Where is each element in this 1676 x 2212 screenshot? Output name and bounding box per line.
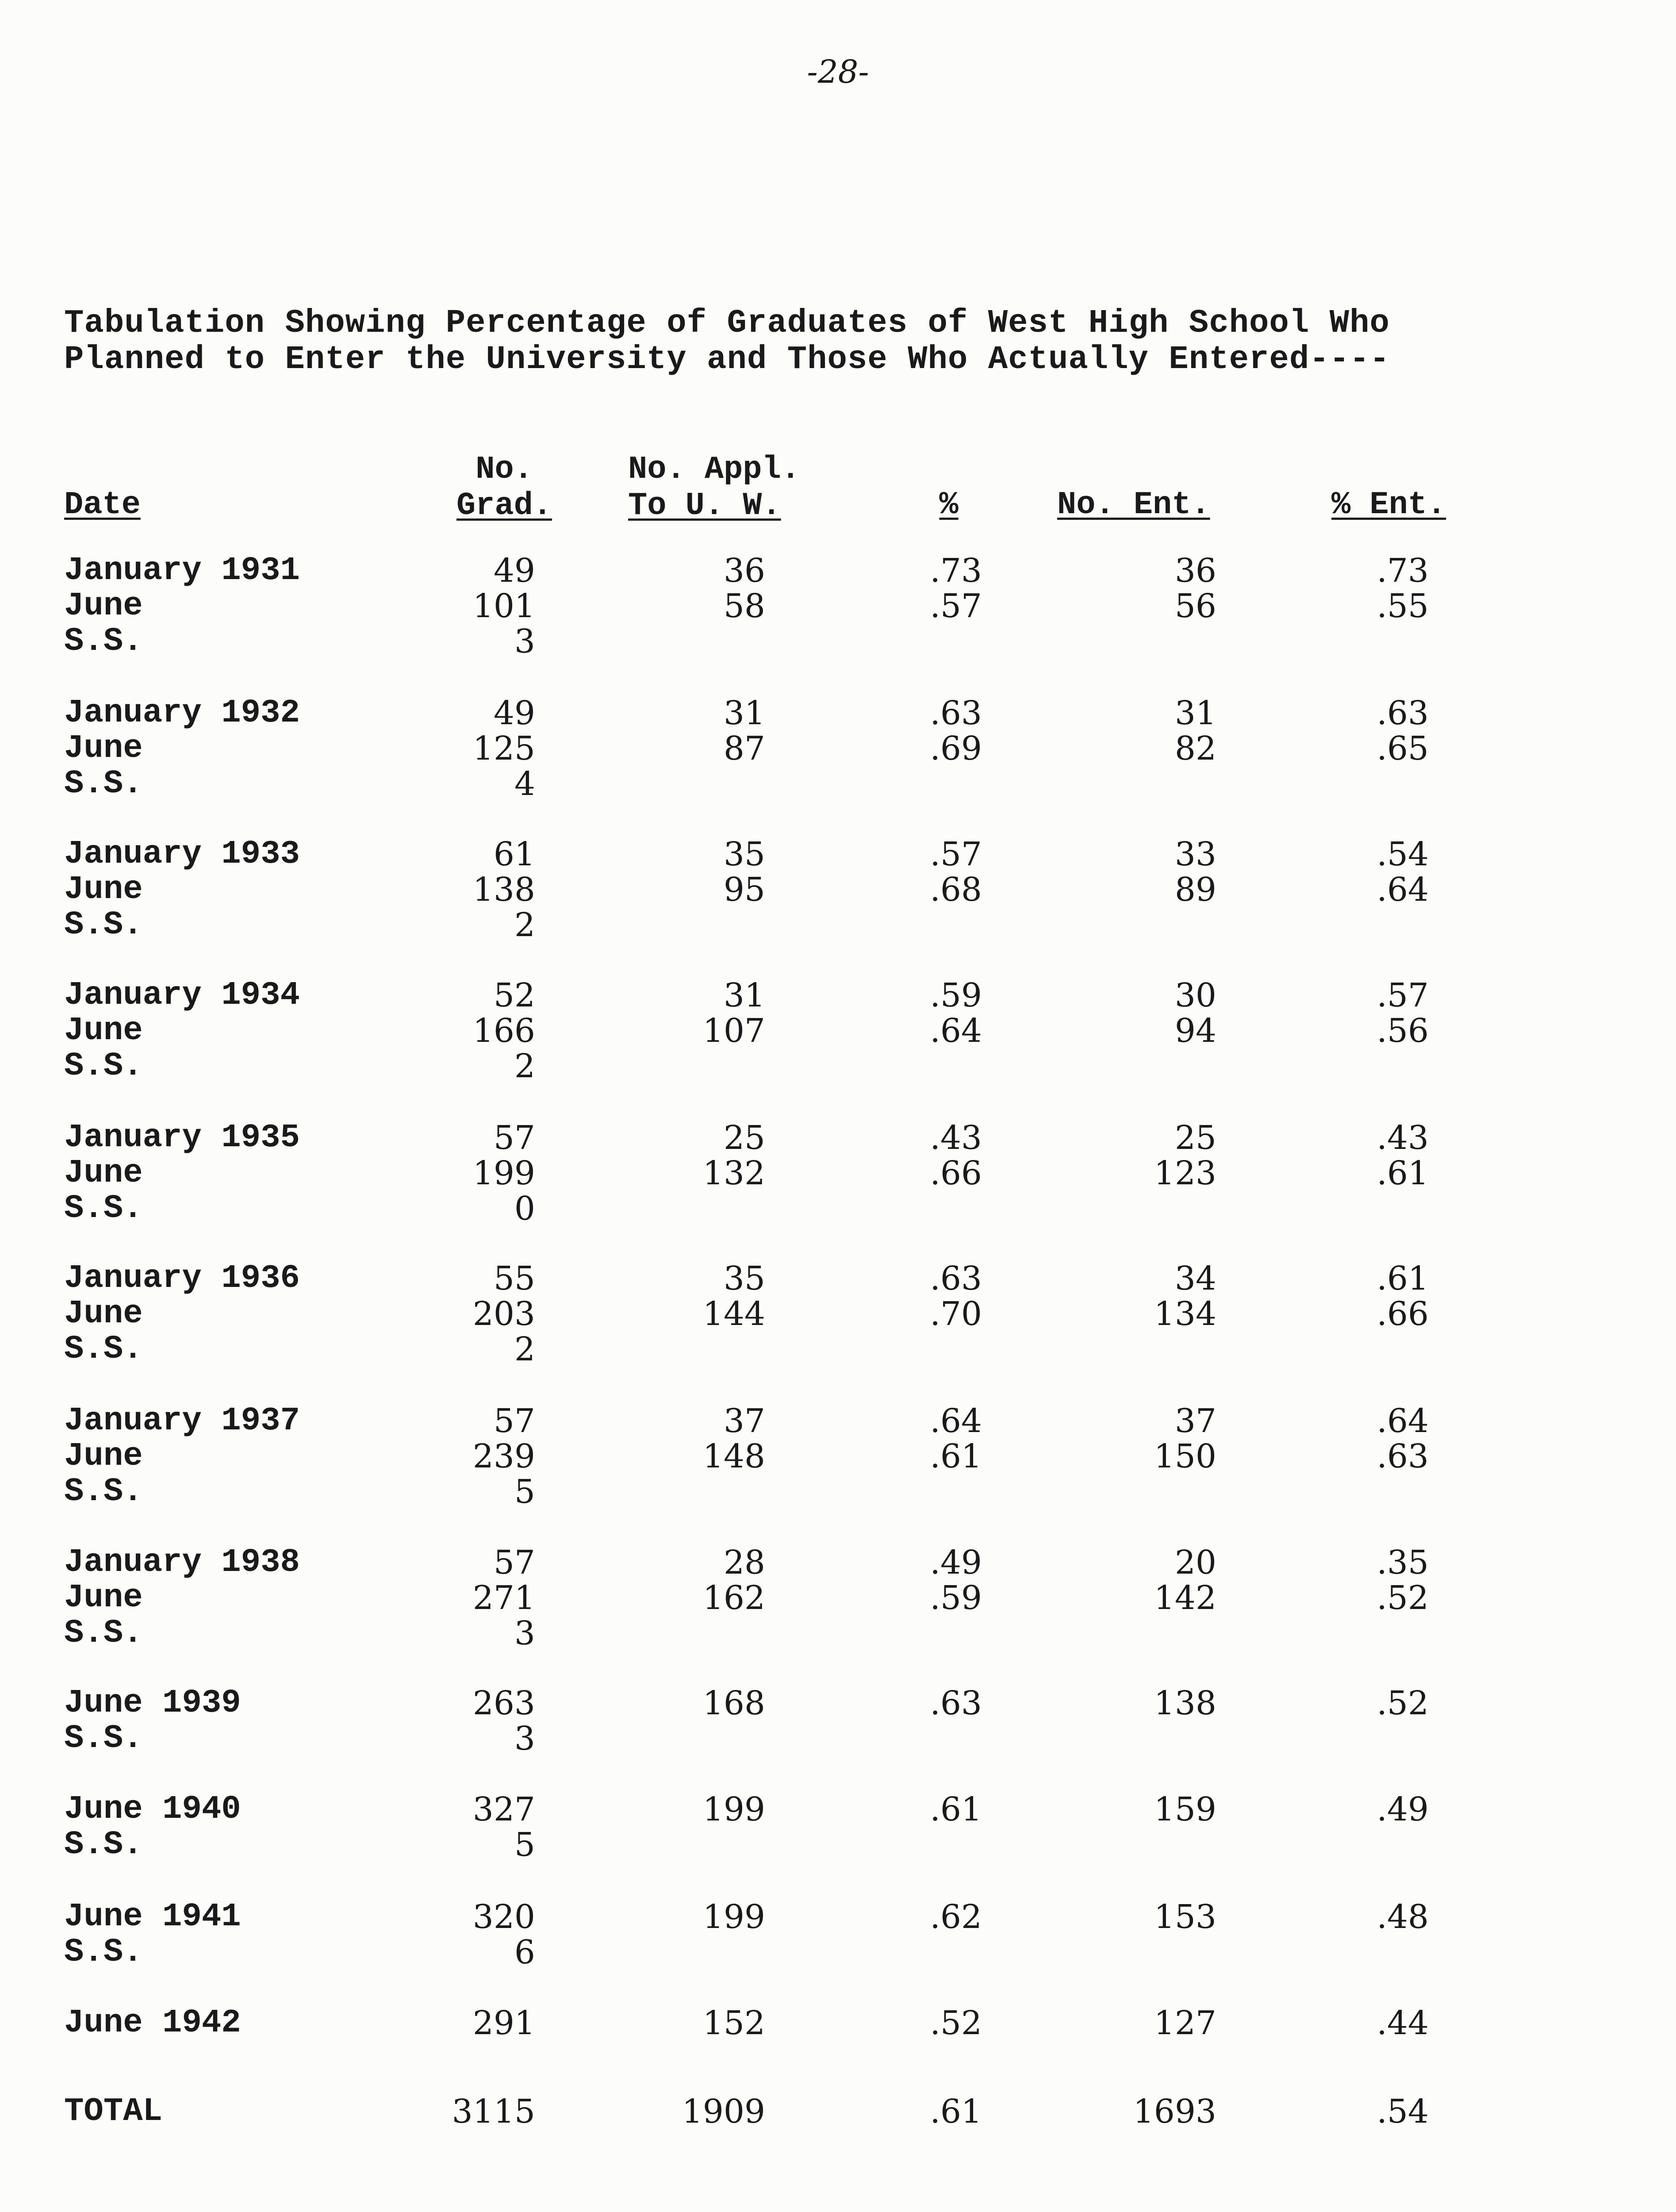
row-date: S.S.: [64, 1473, 143, 1510]
row-date: June: [64, 1438, 143, 1475]
row-date: June: [64, 588, 143, 625]
row-date: S.S.: [64, 1934, 143, 1971]
row-ent: 123: [1154, 1154, 1216, 1192]
row-date: June: [64, 1155, 143, 1192]
row-grad: 3: [514, 622, 535, 661]
row-grad: 291: [472, 2004, 535, 2042]
header-appl-bottom: To U. W.: [628, 488, 781, 524]
row-pct: .69: [930, 730, 982, 768]
row-grad: 57: [493, 1544, 535, 1582]
row-ent: 94: [1174, 1012, 1216, 1050]
row-appl: 95: [723, 871, 765, 909]
row-grad: 166: [472, 1012, 535, 1050]
row-date: January 1933: [64, 836, 300, 873]
row-date: S.S.: [64, 1826, 143, 1863]
row-grad: 263: [472, 1684, 535, 1722]
row-grad: 2: [514, 1330, 535, 1368]
row-pct: .57: [930, 835, 982, 873]
row-pent: .48: [1377, 1898, 1429, 1936]
row-pent: .66: [1377, 1295, 1429, 1333]
row-date: June 1942: [64, 2005, 241, 2042]
row-pct: .63: [930, 694, 982, 732]
header-appl-top: No. Appl.: [628, 451, 800, 488]
table-row: [0, 731, 1676, 766]
row-grad: 2: [514, 1047, 535, 1085]
row-pct: .59: [930, 976, 982, 1014]
row-appl: 87: [723, 730, 765, 768]
row-appl: 162: [702, 1579, 765, 1617]
table-row: [0, 624, 1676, 659]
header-date: Date: [64, 487, 141, 523]
header-pct: %: [939, 487, 959, 523]
row-ent: 82: [1174, 730, 1216, 768]
row-grad: 327: [472, 1790, 535, 1828]
table-row: [0, 588, 1676, 624]
row-pent: .44: [1377, 2004, 1429, 2042]
table-row: [0, 1120, 1676, 1156]
row-pct: .63: [930, 1260, 982, 1298]
row-pent: .52: [1377, 1579, 1429, 1617]
row-grad: 3: [514, 1720, 535, 1758]
row-appl: 36: [723, 552, 765, 590]
row-grad: 101: [472, 587, 535, 625]
row-appl: 107: [702, 1012, 765, 1050]
row-pent: .61: [1377, 1154, 1429, 1192]
row-pct: .73: [930, 552, 982, 590]
row-grad: 6: [514, 1933, 535, 1971]
row-date: S.S.: [64, 623, 143, 660]
row-pct: .64: [930, 1402, 982, 1440]
row-date: January 1932: [64, 695, 300, 732]
table-row: [0, 1580, 1676, 1616]
row-pct: .52: [930, 2004, 982, 2042]
row-appl: 37: [723, 1402, 765, 1440]
row-appl: 1909: [682, 2093, 765, 2131]
row-pct: .59: [930, 1579, 982, 1617]
row-appl: 35: [723, 1260, 765, 1298]
table-row: [0, 1191, 1676, 1226]
row-grad: 52: [493, 976, 535, 1014]
row-appl: 25: [723, 1119, 765, 1157]
row-pent: .63: [1377, 694, 1429, 732]
row-grad: 3: [514, 1614, 535, 1652]
row-ent: 150: [1154, 1437, 1216, 1475]
header-ent: No. Ent.: [1057, 487, 1210, 523]
row-date: January 1936: [64, 1260, 300, 1297]
row-pct: .61: [930, 1437, 982, 1475]
row-grad: 199: [472, 1154, 535, 1192]
row-pct: .70: [930, 1295, 982, 1333]
table-row: [0, 1156, 1676, 1191]
row-appl: 144: [702, 1295, 765, 1333]
table-row: [0, 1545, 1676, 1580]
row-date: June 1940: [64, 1791, 241, 1828]
row-pct: .66: [930, 1154, 982, 1192]
row-date: S.S.: [64, 1048, 143, 1085]
table-row: [0, 1261, 1676, 1296]
row-ent: 134: [1154, 1295, 1216, 1333]
table-row: [0, 553, 1676, 588]
row-ent: 56: [1174, 587, 1216, 625]
row-ent: 142: [1154, 1579, 1216, 1617]
title-line-1: Tabulation Showing Percentage of Graduates of West High School Who: [64, 305, 1390, 342]
row-ent: 37: [1174, 1402, 1216, 1440]
row-pct: .64: [930, 1012, 982, 1050]
row-date: S.S.: [64, 765, 143, 803]
row-date: January 1937: [64, 1402, 300, 1440]
row-pent: .54: [1377, 835, 1429, 873]
table-row: [0, 837, 1676, 872]
row-appl: 58: [723, 587, 765, 625]
table-row: [0, 1013, 1676, 1048]
row-pct: .68: [930, 871, 982, 909]
row-pent: .35: [1377, 1544, 1429, 1582]
row-ent: 159: [1154, 1790, 1216, 1828]
row-date: January 1931: [64, 552, 300, 589]
row-grad: 57: [493, 1402, 535, 1440]
row-pent: .52: [1377, 1684, 1429, 1722]
row-date: June: [64, 1295, 143, 1333]
table-row: [0, 1616, 1676, 1651]
table-row: [0, 1332, 1676, 1367]
row-pent: .55: [1377, 587, 1429, 625]
row-grad: 2: [514, 906, 535, 944]
table-row: [0, 1403, 1676, 1439]
table-row: [0, 2094, 1676, 2129]
header-pent: % Ent.: [1331, 487, 1446, 523]
row-pent: .64: [1377, 871, 1429, 909]
row-ent: 89: [1174, 871, 1216, 909]
row-date: TOTAL: [64, 2093, 163, 2130]
row-appl: 168: [702, 1684, 765, 1722]
table-row: [0, 766, 1676, 802]
row-grad: 3115: [452, 2093, 535, 2131]
row-grad: 239: [472, 1437, 535, 1475]
row-date: January 1938: [64, 1544, 300, 1581]
row-grad: 138: [472, 871, 535, 909]
row-appl: 132: [702, 1154, 765, 1192]
row-grad: 55: [493, 1260, 535, 1298]
table-row: [0, 978, 1676, 1013]
row-ent: 30: [1174, 976, 1216, 1014]
row-date: June: [64, 730, 143, 767]
row-ent: 25: [1174, 1119, 1216, 1157]
row-date: S.S.: [64, 1331, 143, 1368]
row-pent: .49: [1377, 1790, 1429, 1828]
row-pent: .73: [1377, 552, 1429, 590]
row-pent: .63: [1377, 1437, 1429, 1475]
row-appl: 152: [702, 2004, 765, 2042]
table-row: [0, 1296, 1676, 1332]
row-pent: .43: [1377, 1119, 1429, 1157]
row-date: June 1941: [64, 1898, 241, 1936]
row-grad: 49: [493, 552, 535, 590]
row-appl: 199: [702, 1790, 765, 1828]
row-pent: .54: [1377, 2093, 1429, 2131]
row-grad: 57: [493, 1119, 535, 1157]
row-date: June: [64, 1012, 143, 1049]
row-grad: 5: [514, 1473, 535, 1511]
row-pent: .64: [1377, 1402, 1429, 1440]
table-row: [0, 1899, 1676, 1935]
row-ent: 31: [1174, 694, 1216, 732]
table-row: [0, 1439, 1676, 1474]
table-row: [0, 1048, 1676, 1084]
row-grad: 203: [472, 1295, 535, 1333]
row-ent: 127: [1154, 2004, 1216, 2042]
row-date: June: [64, 871, 143, 908]
row-appl: 31: [723, 694, 765, 732]
row-ent: 20: [1174, 1544, 1216, 1582]
row-date: June 1939: [64, 1685, 241, 1722]
table-row: [0, 1827, 1676, 1863]
row-date: January 1934: [64, 977, 300, 1014]
row-appl: 28: [723, 1544, 765, 1582]
row-ent: 33: [1174, 835, 1216, 873]
row-appl: 199: [702, 1898, 765, 1936]
row-grad: 320: [472, 1898, 535, 1936]
row-date: June: [64, 1579, 143, 1617]
row-pct: .43: [930, 1119, 982, 1157]
row-pct: .63: [930, 1684, 982, 1722]
row-grad: 61: [493, 835, 535, 873]
row-grad: 0: [514, 1190, 535, 1228]
row-date: S.S.: [64, 1190, 143, 1227]
table-row: [0, 2005, 1676, 2041]
table-row: [0, 872, 1676, 907]
document-title: [64, 305, 1390, 378]
row-grad: 49: [493, 694, 535, 732]
table-row: [0, 1935, 1676, 1970]
row-pct: .61: [930, 2093, 982, 2131]
row-grad: 4: [514, 765, 535, 803]
page-number: -28-: [807, 53, 869, 90]
row-pct: .62: [930, 1898, 982, 1936]
table-row: [0, 1792, 1676, 1827]
header-appl: [628, 451, 823, 524]
row-ent: 138: [1154, 1684, 1216, 1722]
row-appl: 35: [723, 835, 765, 873]
row-grad: 5: [514, 1826, 535, 1864]
row-pent: .56: [1377, 1012, 1429, 1050]
header-grad: [438, 451, 571, 524]
row-pct: .49: [930, 1544, 982, 1582]
table-row: [0, 1721, 1676, 1756]
row-appl: 148: [702, 1437, 765, 1475]
row-date: S.S.: [64, 906, 143, 944]
row-pent: .57: [1377, 976, 1429, 1014]
row-ent: 1693: [1133, 2093, 1216, 2131]
row-ent: 34: [1174, 1260, 1216, 1298]
row-grad: 125: [472, 730, 535, 768]
header-grad-bottom: Grad.: [456, 488, 552, 524]
row-pct: .57: [930, 587, 982, 625]
row-date: January 1935: [64, 1119, 300, 1156]
table-row: [0, 1474, 1676, 1509]
row-appl: 31: [723, 976, 765, 1014]
row-ent: 36: [1174, 552, 1216, 590]
row-pent: .61: [1377, 1260, 1429, 1298]
row-date: S.S.: [64, 1720, 143, 1757]
title-line-2: Planned to Enter the University and Those Who Actually Entered----: [64, 341, 1390, 378]
header-grad-top: No.: [476, 451, 533, 488]
row-pct: .61: [930, 1790, 982, 1828]
row-date: S.S.: [64, 1615, 143, 1652]
table-row: [0, 1686, 1676, 1721]
row-pent: .65: [1377, 730, 1429, 768]
table-row: [0, 695, 1676, 731]
row-grad: 271: [472, 1579, 535, 1617]
table-row: [0, 907, 1676, 943]
row-ent: 153: [1154, 1898, 1216, 1936]
